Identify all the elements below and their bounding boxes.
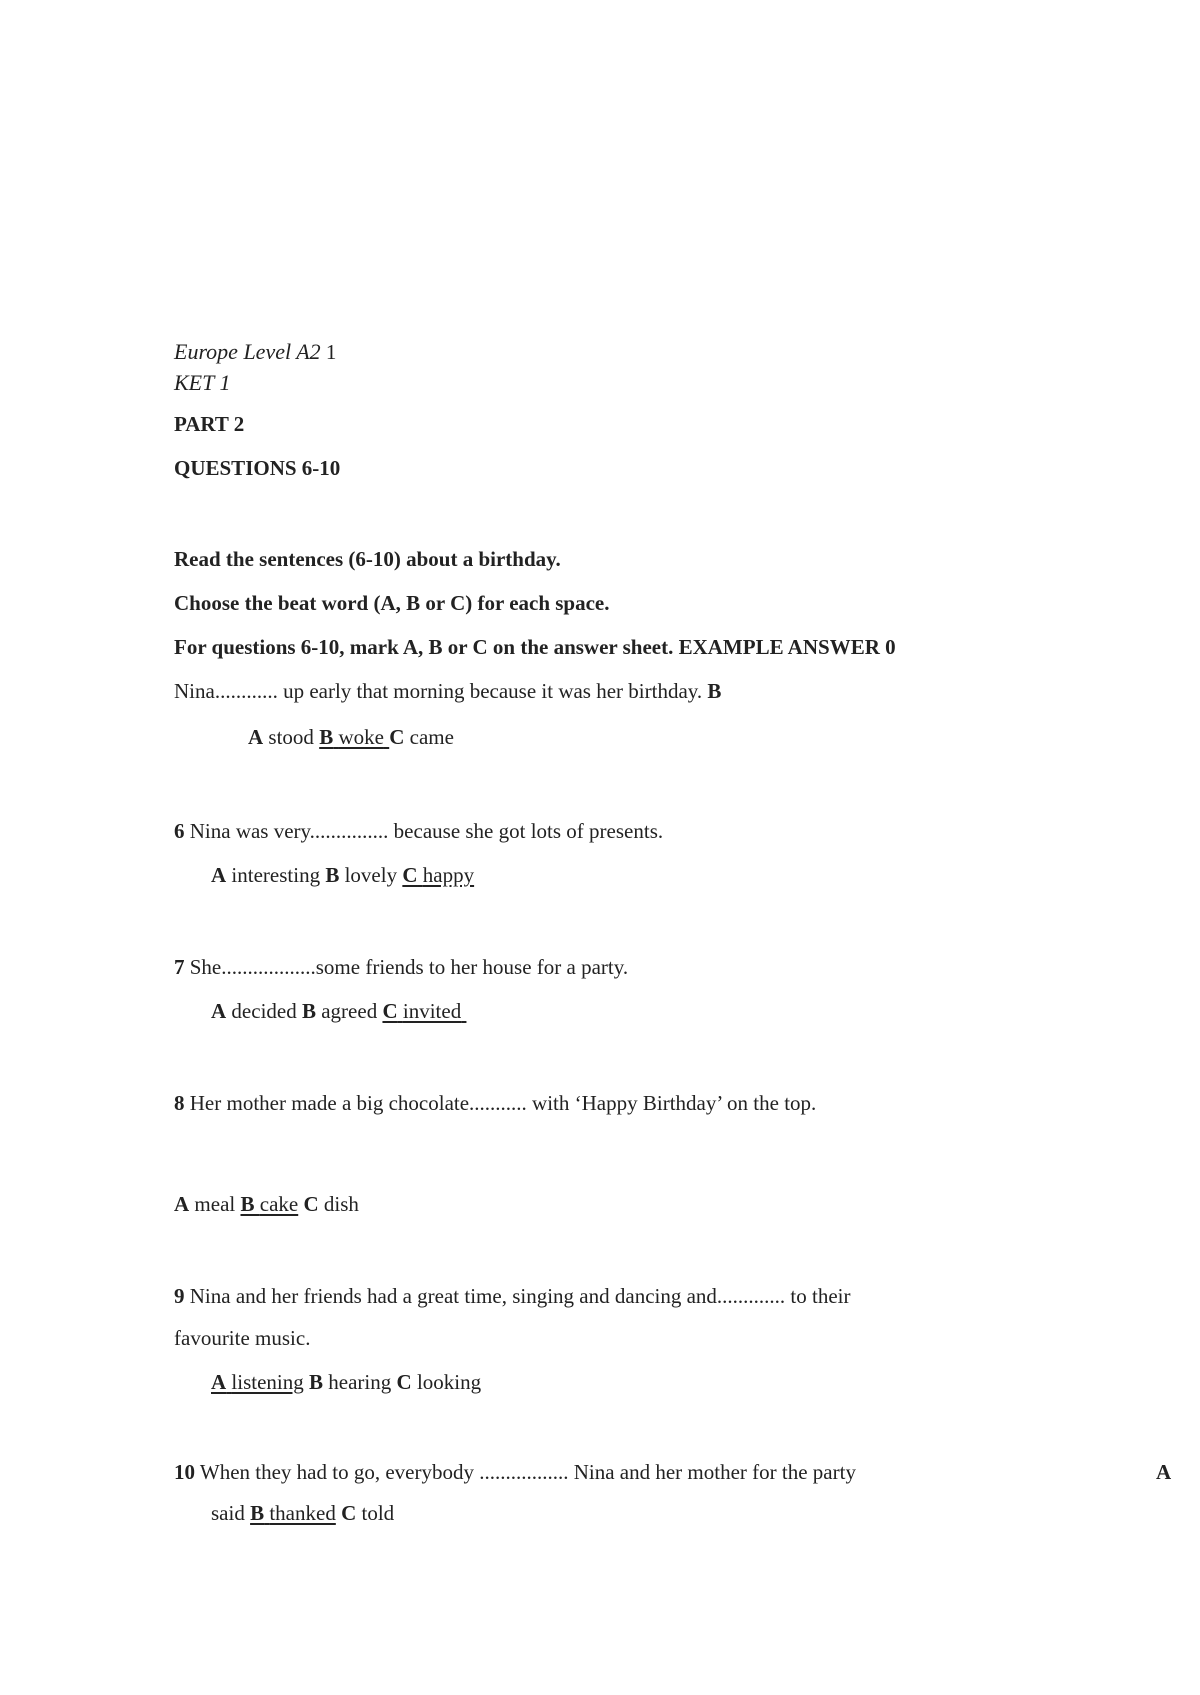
correct-option: C invited: [382, 999, 462, 1023]
question-10: [174, 1462, 856, 1483]
option-letter: A: [211, 999, 227, 1023]
level-title: Europe Level A2: [174, 339, 321, 364]
question-6: [174, 821, 663, 842]
question-number: 6: [174, 819, 185, 843]
option-word: decided: [231, 999, 297, 1023]
question-text: She..................some friends to her house for a party.: [189, 955, 629, 979]
correct-option: B thanked: [250, 1501, 336, 1525]
option-letter: B: [325, 863, 340, 887]
question-8-options: [174, 1194, 359, 1215]
question-9: [174, 1286, 850, 1307]
option-letter: A: [248, 725, 264, 749]
example-text: Nina............ up early that morning because it was her birthday.: [174, 679, 703, 703]
option-word: looking: [416, 1370, 482, 1394]
correct-option: B cake: [240, 1192, 299, 1216]
option-letter: C: [389, 725, 405, 749]
option-letter: C: [303, 1192, 319, 1216]
option-letter: A: [211, 863, 227, 887]
question-9-continuation: favourite music.: [174, 1326, 311, 1350]
option-letter: C: [341, 1501, 357, 1525]
question-10-options: [211, 1503, 394, 1524]
example-options: [248, 727, 454, 748]
level-number: 1: [325, 340, 337, 364]
question-text: When they had to go, everybody ................. Nina and her mother for the party: [199, 1460, 856, 1484]
question-number: 8: [174, 1091, 185, 1115]
question-7-options: [211, 1001, 466, 1022]
option-letter: B: [309, 1370, 324, 1394]
instruction-line: For questions 6-10, mark A, B or C on the answer sheet. EXAMPLE ANSWER 0: [174, 635, 896, 659]
option-letter: A: [174, 1192, 190, 1216]
question-9-options: [211, 1372, 481, 1393]
option-letter: B: [301, 999, 316, 1023]
option-word: dish: [323, 1192, 359, 1216]
correct-option: A listening: [211, 1370, 304, 1394]
option-word: came: [409, 725, 454, 749]
option-word: stood: [268, 725, 314, 749]
level-heading: [174, 341, 336, 363]
exam-title: KET 1: [174, 370, 231, 395]
correct-option: B woke: [319, 725, 384, 749]
example-answer: B: [707, 679, 722, 703]
option-word: told: [361, 1501, 395, 1525]
example-sentence: [174, 681, 721, 702]
question-text: Nina and her friends had a great time, singing and dancing and............. to their: [189, 1284, 851, 1308]
instruction-line: Choose the beat word (A, B or C) for each space.: [174, 591, 610, 615]
option-word: agreed: [321, 999, 378, 1023]
correct-option: C happy: [402, 863, 475, 887]
option-letter: A: [1156, 1460, 1172, 1484]
option-word: lovely: [344, 863, 398, 887]
option-letter: C: [396, 1370, 412, 1394]
question-7: [174, 957, 628, 978]
question-number: 9: [174, 1284, 185, 1308]
question-6-options: [211, 865, 474, 886]
question-8: [174, 1093, 816, 1114]
question-number: 10: [174, 1460, 195, 1484]
option-word: hearing: [328, 1370, 392, 1394]
part-heading: PART 2: [174, 412, 245, 436]
question-number: 7: [174, 955, 185, 979]
option-word: said: [211, 1501, 245, 1525]
option-word: interesting: [231, 863, 321, 887]
instruction-line: Read the sentences (6-10) about a birthday.: [174, 547, 561, 571]
question-text: Her mother made a big chocolate........... with ‘Happy Birthday’ on the top.: [189, 1091, 817, 1115]
question-text: Nina was very............... because she got lots of presents.: [189, 819, 664, 843]
questions-heading: QUESTIONS 6-10: [174, 456, 341, 480]
option-word: meal: [194, 1192, 236, 1216]
